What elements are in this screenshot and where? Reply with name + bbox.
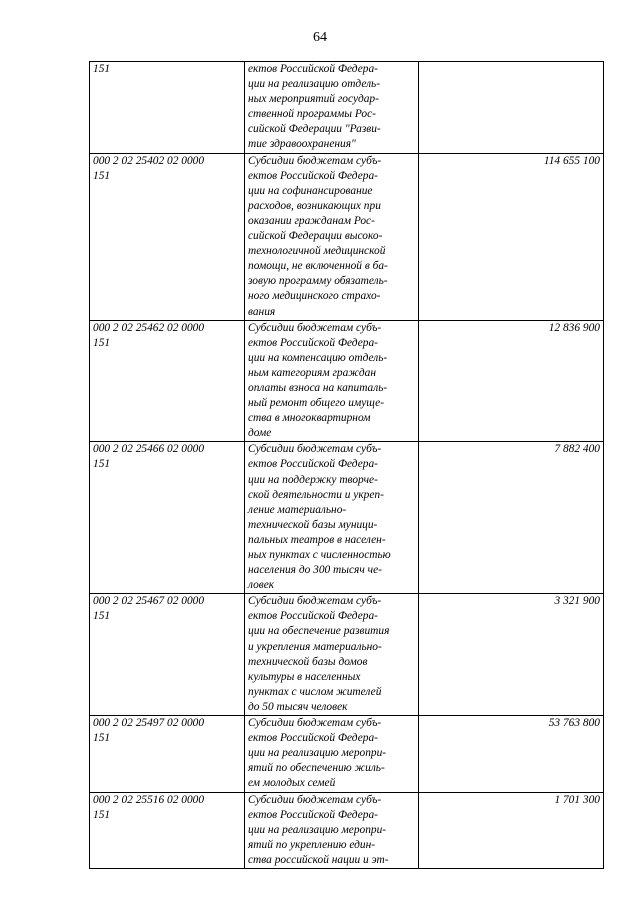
classification-code-cell	[90, 716, 245, 792]
description-line: ектов Российской Федера-	[248, 169, 378, 182]
classification-code-cell	[90, 153, 245, 320]
amount-cell	[419, 62, 604, 154]
description-line: ловек	[248, 579, 275, 592]
description-line: ятий по обеспечению жиль-	[248, 762, 385, 775]
table-row	[90, 153, 604, 320]
description-line: населения до 300 тысяч че-	[248, 564, 382, 577]
budget-table	[89, 61, 604, 869]
description-line: ства российской нации и эт-	[248, 853, 389, 866]
description-line: Субсидии бюджетам субъ-	[248, 595, 382, 608]
description-cell	[245, 792, 419, 868]
classification-code-line: 151	[93, 808, 111, 821]
description-cell	[245, 716, 419, 792]
description-line: тие здравоохранения"	[248, 138, 356, 151]
description-line: ции на реализацию меропри-	[248, 747, 387, 760]
description-line: ции на реализацию отдель-	[248, 78, 381, 91]
description-line: технической базы домов	[248, 655, 368, 668]
description-line: Субсидии бюджетам субъ-	[248, 717, 382, 730]
table-row	[90, 62, 604, 154]
description-line: ного медицинского страхо-	[248, 290, 381, 303]
description-line: Субсидии бюджетам субъ-	[248, 793, 382, 806]
classification-code-line: 000 2 02 25516 02 0000	[93, 793, 205, 806]
classification-code-line: 000 2 02 25462 02 0000	[93, 321, 205, 334]
budget-table-body	[90, 62, 604, 869]
classification-code-line: 151	[93, 336, 111, 349]
table-row	[90, 594, 604, 716]
description-line: ектов Российской Федера-	[248, 732, 378, 745]
classification-code-line: 000 2 02 25497 02 0000	[93, 717, 205, 730]
description-line: оплаты взноса на капиталь-	[248, 381, 388, 394]
description-line: ектов Российской Федера-	[248, 63, 378, 75]
classification-code-cell	[90, 792, 245, 868]
description-line: ление материально-	[248, 503, 347, 516]
description-line: ции на реализацию меропри-	[248, 823, 387, 836]
description-cell	[245, 153, 419, 320]
classification-code-cell	[90, 442, 245, 594]
amount-cell: 3 321 900	[419, 594, 604, 716]
description-line: вания	[248, 305, 276, 318]
description-line: ектов Российской Федера-	[248, 610, 378, 623]
description-line: ции на поддержку творче-	[248, 473, 378, 486]
description-line: Субсидии бюджетам субъ-	[248, 443, 382, 456]
description-line: ным категориям граждан	[248, 366, 376, 379]
description-line: доме	[248, 427, 272, 440]
description-line: помощи, не включенной в ба-	[248, 260, 388, 273]
description-line: ем молодых семей	[248, 777, 336, 790]
classification-code-line: 151	[93, 63, 111, 75]
classification-code-line: 151	[93, 458, 111, 471]
description-line: технической базы муници-	[248, 518, 378, 531]
description-cell	[245, 62, 419, 154]
description-line: Субсидии бюджетам субъ-	[248, 321, 382, 334]
table-row	[90, 716, 604, 792]
description-line: ный ремонт общего имуще-	[248, 397, 385, 410]
description-cell	[245, 320, 419, 442]
classification-code-line: 000 2 02 25402 02 0000	[93, 154, 205, 167]
description-line: сийской Федерации высоко-	[248, 230, 383, 243]
description-line: ятий по укреплению един-	[248, 838, 376, 851]
description-line: культуры в населенных	[248, 670, 361, 683]
amount-cell: 1 701 300	[419, 792, 604, 868]
table-row	[90, 442, 604, 594]
amount-cell: 53 763 800	[419, 716, 604, 792]
classification-code-line: 000 2 02 25466 02 0000	[93, 443, 205, 456]
description-line: оказании гражданам Рос-	[248, 214, 375, 227]
description-line: ской деятельности и укреп-	[248, 488, 384, 501]
amount-cell: 12 836 900	[419, 320, 604, 442]
description-line: ектов Российской Федера-	[248, 808, 378, 821]
table-row	[90, 320, 604, 442]
description-line: Субсидии бюджетам субъ-	[248, 154, 382, 167]
description-line: ектов Российской Федера-	[248, 458, 378, 471]
classification-code-line: 151	[93, 732, 111, 745]
description-cell	[245, 594, 419, 716]
classification-code-cell	[90, 594, 245, 716]
description-line: ных мероприятий государ-	[248, 93, 379, 106]
description-line: ных пунктах с численностью	[248, 549, 391, 561]
description-line: ции на обеспечение развития	[248, 625, 390, 638]
classification-code-line: 151	[93, 610, 111, 623]
classification-code-line: 000 2 02 25467 02 0000	[93, 595, 205, 608]
description-line: и укрепления материально-	[248, 640, 382, 653]
description-line: ства в многоквартирном	[248, 412, 371, 425]
table-row	[90, 792, 604, 868]
classification-code-cell	[90, 320, 245, 442]
description-line: ственной программы Рос-	[248, 108, 376, 121]
description-cell	[245, 442, 419, 594]
description-line: расходов, возникающих при	[248, 199, 381, 212]
description-line: ции на софинансирование	[248, 184, 373, 197]
classification-code-cell	[90, 62, 245, 154]
amount-cell: 7 882 400	[419, 442, 604, 594]
page-number: 64	[313, 30, 327, 45]
amount-cell: 114 655 100	[419, 153, 604, 320]
description-line: сийской Федерации "Разви-	[248, 123, 381, 136]
classification-code-line: 151	[93, 169, 111, 182]
description-line: пунктах с числом жителей	[248, 685, 382, 698]
description-line: технологичной медицинской	[248, 245, 386, 258]
description-line: ектов Российской Федера-	[248, 336, 378, 349]
description-line: ции на компенсацию отдель-	[248, 351, 388, 364]
description-line: пальных театров в населен-	[248, 533, 386, 546]
description-line: до 50 тысяч человек	[248, 700, 348, 713]
description-line: зовую программу обязатель-	[248, 275, 388, 288]
